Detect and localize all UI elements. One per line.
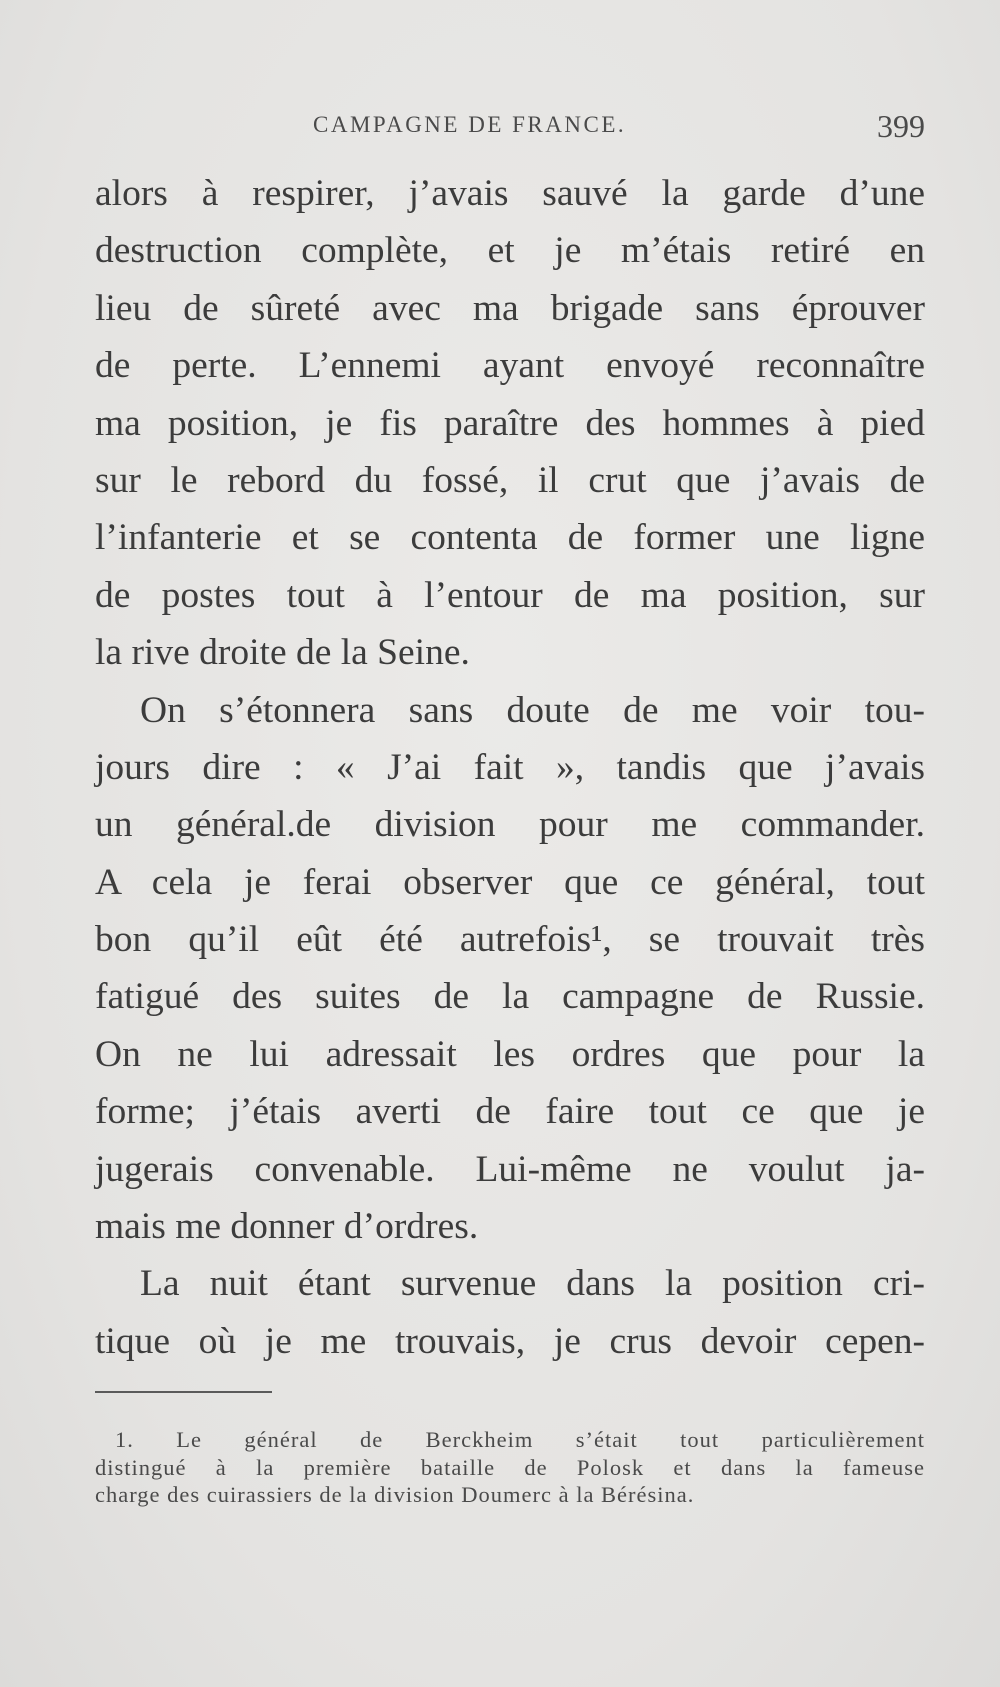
text-line: ma position, je fis paraître des hommes à pied: [95, 402, 925, 444]
footnotes: [95, 1426, 925, 1509]
text-line: bon qu’il eût été autrefois¹, se trouvait très: [95, 919, 925, 961]
text-line: l’infanterie et se contenta de former une ligne: [95, 517, 925, 559]
text-line: sur le rebord du fossé, il crut que j’avais de: [95, 459, 925, 501]
text-line: La nuit étant survenue dans la position cri-: [140, 1263, 925, 1305]
page-number: 399: [877, 108, 925, 144]
text-line: lieu de sûreté avec ma brigade sans éprouver: [95, 287, 925, 329]
footnote-line: 1. Le général de Berckheim s’était tout particulièrement: [115, 1427, 925, 1452]
text-line: On ne lui adressait les ordres que pour la: [95, 1033, 925, 1075]
text-line: A cela je ferai observer que ce général, tout: [95, 861, 925, 903]
text-line: alors à respirer, j’avais sauvé la garde d’une: [95, 173, 925, 214]
text-line: de perte. L’ennemi ayant envoyé reconnaître: [95, 345, 925, 387]
text-line: de postes tout à l’entour de ma position, sur: [95, 574, 925, 616]
running-title: CAMPAGNE DE FRANCE.: [313, 112, 627, 137]
text-line: jugerais convenable. Lui-même ne voulut ja-: [95, 1148, 925, 1190]
text-line: On s’étonnera sans doute de me voir tou-: [140, 689, 925, 731]
text-line: fatigué des suites de la campagne de Russie.: [95, 976, 925, 1018]
text-line: mais me donner d’ordres.: [95, 1206, 479, 1248]
text-line: destruction complète, et je m’étais retiré en: [95, 230, 925, 272]
footnote-line: distingué à la première bataille de Polosk et dans la fameuse: [95, 1454, 925, 1480]
body-text: [95, 165, 925, 1370]
text-line: un général.de division pour me commander.: [95, 804, 925, 846]
text-line: jours dire : « J’ai fait », tandis que j’avais: [95, 746, 925, 788]
running-head: [95, 108, 925, 144]
text-line: la rive droite de la Seine.: [95, 632, 470, 674]
text-line: forme; j’étais averti de faire tout ce que je: [95, 1091, 925, 1133]
footnote-line: charge des cuirassiers de la division Doumerc à la Bérésina.: [95, 1482, 695, 1507]
text-line: tique où je me trouvais, je crus devoir cepen-: [95, 1320, 925, 1362]
footnote-rule: [95, 1391, 272, 1393]
